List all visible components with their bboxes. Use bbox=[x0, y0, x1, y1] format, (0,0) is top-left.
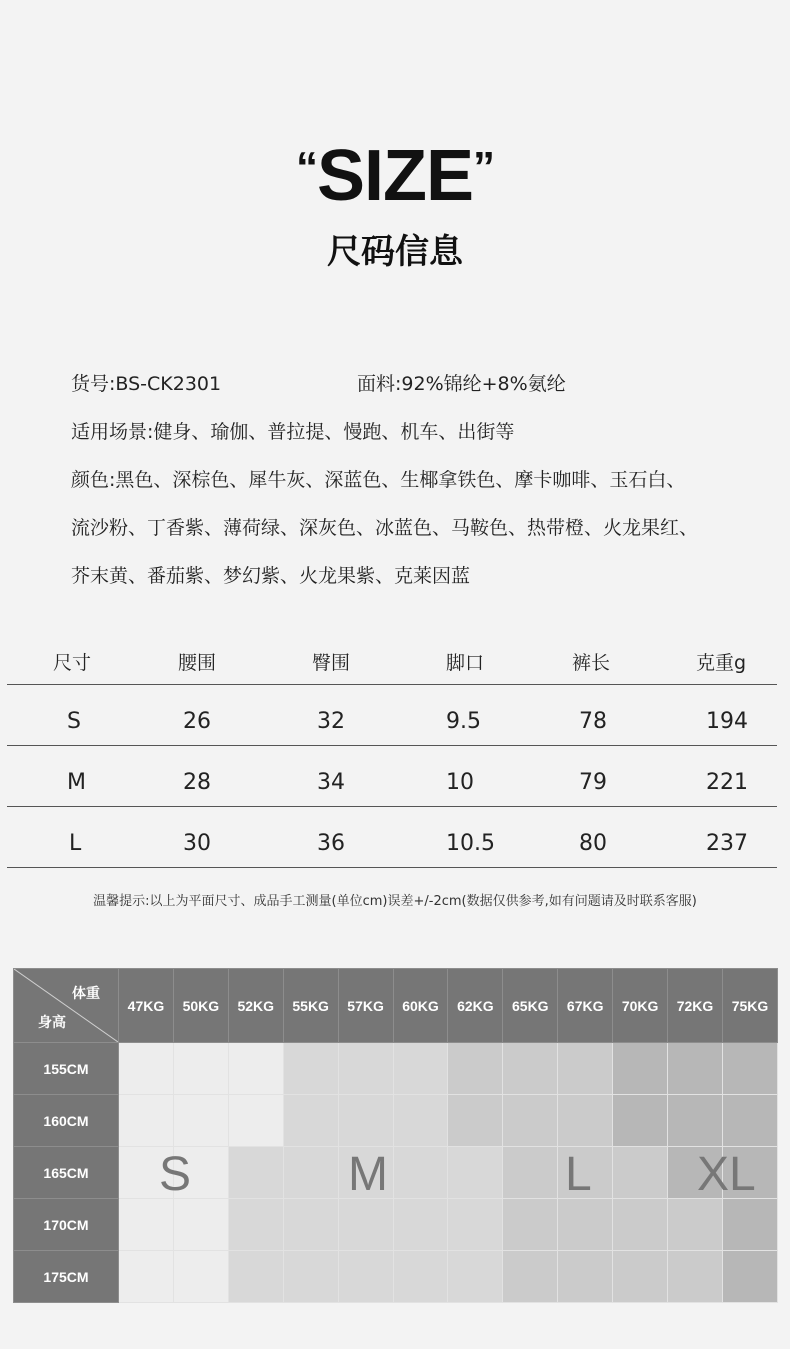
zone-label-xl: XL bbox=[697, 1148, 756, 1201]
hip-cell: 36 bbox=[317, 831, 345, 856]
colors-line-3: 芥末黄、番茄紫、梦幻紫、火龙果紫、克莱因蓝 bbox=[71, 565, 471, 587]
fit-cell bbox=[448, 1095, 503, 1147]
size-table-header bbox=[7, 640, 777, 685]
fit-cell bbox=[173, 1251, 228, 1303]
measurement-tip: 温馨提示:以上为平面尺寸、成品手工测量(单位cm)误差+/-2cm(数据仅供参考,如有问题请及时联系客服) bbox=[93, 894, 697, 909]
fit-cell bbox=[613, 1251, 668, 1303]
table-row bbox=[7, 807, 777, 868]
weight-header-cell: 52KG bbox=[228, 969, 283, 1043]
fit-cell bbox=[283, 1251, 338, 1303]
fit-cell bbox=[283, 1043, 338, 1095]
fit-cell bbox=[668, 1095, 723, 1147]
weight-cell: 237 bbox=[706, 831, 748, 856]
weight-header-cell: 75KG bbox=[722, 969, 777, 1043]
fit-cell bbox=[448, 1251, 503, 1303]
fit-cell bbox=[613, 1043, 668, 1095]
fit-cell bbox=[503, 1095, 558, 1147]
height-row-header: 160CM bbox=[14, 1095, 119, 1147]
fit-cell bbox=[228, 1199, 283, 1251]
zone-label-s: S bbox=[159, 1148, 192, 1201]
height-row-header: 175CM bbox=[14, 1251, 119, 1303]
fit-chart-body bbox=[14, 1043, 778, 1303]
fit-cell bbox=[228, 1043, 283, 1095]
fit-cell bbox=[228, 1095, 283, 1147]
size-cell: S bbox=[67, 709, 81, 734]
fit-cell bbox=[448, 1043, 503, 1095]
table-row bbox=[7, 746, 777, 807]
table-row bbox=[7, 685, 777, 746]
table-row bbox=[14, 1251, 778, 1303]
table-row bbox=[14, 1095, 778, 1147]
weight-header-cell: 47KG bbox=[119, 969, 174, 1043]
weight-header-cell: 57KG bbox=[338, 969, 393, 1043]
weight-cell: 194 bbox=[706, 709, 748, 734]
fit-cell bbox=[283, 1199, 338, 1251]
size-table bbox=[7, 640, 777, 868]
table-row bbox=[14, 1147, 778, 1199]
weight-header-cell: 72KG bbox=[668, 969, 723, 1043]
height-row-header: 155CM bbox=[14, 1043, 119, 1095]
hem-cell: 9.5 bbox=[446, 709, 481, 734]
size-title-text: SIZE bbox=[316, 136, 474, 216]
fit-cell bbox=[228, 1147, 283, 1199]
fit-cell bbox=[558, 1251, 613, 1303]
close-quote: ” bbox=[473, 143, 495, 192]
fit-cell bbox=[119, 1251, 174, 1303]
zone-label-l: L bbox=[565, 1148, 592, 1201]
height-axis-label: 身高 bbox=[38, 1014, 66, 1030]
weight-header-cell: 70KG bbox=[613, 969, 668, 1043]
weight-header-cell: 65KG bbox=[503, 969, 558, 1043]
hem-cell: 10.5 bbox=[446, 831, 495, 856]
fit-cell bbox=[338, 1095, 393, 1147]
weight-header-cell: 62KG bbox=[448, 969, 503, 1043]
waist-cell: 28 bbox=[183, 770, 211, 795]
scenario-info: 适用场景:健身、瑜伽、普拉提、慢跑、机车、出街等 bbox=[71, 421, 515, 443]
fit-cell bbox=[722, 1095, 777, 1147]
weight-axis-label: 体重 bbox=[72, 985, 100, 1001]
fit-cell bbox=[722, 1251, 777, 1303]
fit-cell bbox=[393, 1095, 448, 1147]
table-row bbox=[14, 1199, 778, 1251]
height-row-header: 170CM bbox=[14, 1199, 119, 1251]
diagonal-divider-icon bbox=[14, 969, 118, 1042]
header-hem: 脚口 bbox=[446, 652, 485, 674]
fit-cell bbox=[668, 1199, 723, 1251]
fit-cell bbox=[173, 1199, 228, 1251]
fit-cell bbox=[119, 1199, 174, 1251]
length-cell: 79 bbox=[579, 770, 607, 795]
weight-header-cell: 55KG bbox=[283, 969, 338, 1043]
fit-chart-corner bbox=[14, 969, 119, 1043]
fit-cell bbox=[338, 1251, 393, 1303]
colors-line-1: 颜色:黑色、深棕色、犀牛灰、深蓝色、生椰拿铁色、摩卡咖啡、玉石白、 bbox=[71, 469, 686, 491]
waist-cell: 26 bbox=[183, 709, 211, 734]
header-weight: 克重g bbox=[696, 652, 747, 674]
fit-cell bbox=[613, 1147, 668, 1199]
header-hip: 臀围 bbox=[312, 652, 351, 674]
fit-cell bbox=[283, 1095, 338, 1147]
fit-cell bbox=[393, 1199, 448, 1251]
header-size: 尺寸 bbox=[53, 652, 92, 674]
fit-cell bbox=[722, 1199, 777, 1251]
header-waist: 腰围 bbox=[178, 652, 217, 674]
weight-header-cell: 67KG bbox=[558, 969, 613, 1043]
fit-cell bbox=[668, 1043, 723, 1095]
fit-cell bbox=[503, 1147, 558, 1199]
fit-cell bbox=[503, 1199, 558, 1251]
length-cell: 80 bbox=[579, 831, 607, 856]
size-cell: L bbox=[69, 831, 82, 856]
fit-cell bbox=[558, 1095, 613, 1147]
fit-cell bbox=[448, 1147, 503, 1199]
weight-cell: 221 bbox=[706, 770, 748, 795]
fit-cell bbox=[448, 1199, 503, 1251]
fit-cell bbox=[173, 1043, 228, 1095]
fit-cell bbox=[338, 1043, 393, 1095]
item-number: 货号:BS-CK2301 bbox=[71, 373, 222, 395]
fit-cell bbox=[722, 1043, 777, 1095]
weight-header-cell: 50KG bbox=[173, 969, 228, 1043]
fit-cell bbox=[283, 1147, 338, 1199]
fit-cell bbox=[393, 1043, 448, 1095]
hip-cell: 32 bbox=[317, 709, 345, 734]
fit-cell bbox=[393, 1147, 448, 1199]
fit-cell bbox=[338, 1199, 393, 1251]
size-cell: M bbox=[67, 770, 86, 795]
fit-cell bbox=[173, 1095, 228, 1147]
fit-cell bbox=[668, 1251, 723, 1303]
fit-cell bbox=[613, 1095, 668, 1147]
fit-cell bbox=[393, 1251, 448, 1303]
fabric-info: 面料:92%锦纶+8%氨纶 bbox=[357, 373, 566, 395]
fit-cell bbox=[119, 1043, 174, 1095]
height-row-header: 165CM bbox=[14, 1147, 119, 1199]
length-cell: 78 bbox=[579, 709, 607, 734]
hem-cell: 10 bbox=[446, 770, 474, 795]
fit-cell bbox=[558, 1199, 613, 1251]
fit-cell bbox=[558, 1043, 613, 1095]
fit-cell bbox=[503, 1251, 558, 1303]
size-title bbox=[0, 128, 790, 216]
waist-cell: 30 bbox=[183, 831, 211, 856]
zone-label-m: M bbox=[348, 1148, 388, 1201]
fit-cell bbox=[503, 1043, 558, 1095]
header-length: 裤长 bbox=[572, 652, 611, 674]
fit-cell bbox=[613, 1199, 668, 1251]
fit-chart bbox=[13, 968, 778, 1303]
open-quote: “ bbox=[295, 143, 317, 192]
colors-line-2: 流沙粉、丁香紫、薄荷绿、深灰色、冰蓝色、马鞍色、热带橙、火龙果红、 bbox=[71, 517, 699, 539]
weight-header-cell: 60KG bbox=[393, 969, 448, 1043]
size-subtitle: 尺码信息 bbox=[327, 232, 463, 272]
fit-cell bbox=[119, 1095, 174, 1147]
fit-cell bbox=[228, 1251, 283, 1303]
table-row bbox=[14, 1043, 778, 1095]
fit-chart-header-row bbox=[14, 969, 778, 1043]
hip-cell: 34 bbox=[317, 770, 345, 795]
